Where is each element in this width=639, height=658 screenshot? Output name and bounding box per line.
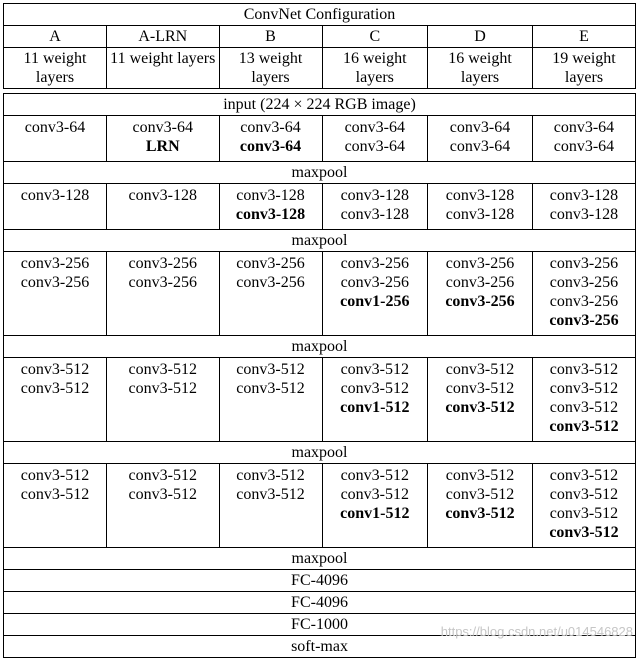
- input-label: input (224 × 224 RGB image): [4, 94, 636, 116]
- layer-label: conv3-512: [236, 467, 305, 484]
- conv-block-4-col-b: [219, 358, 322, 442]
- conv-block-4-col-c: [322, 358, 428, 442]
- layer-label: conv3-256: [128, 255, 197, 272]
- layer-label: conv3-512: [128, 380, 197, 397]
- conv-block-5-col-a: [4, 464, 107, 548]
- config-body-table: [3, 93, 636, 658]
- maxpool-label: maxpool: [4, 162, 636, 184]
- layer-label: conv3-128: [340, 187, 409, 204]
- column-header-e: E: [532, 26, 635, 48]
- conv-block-1-col-e: [532, 116, 635, 162]
- soft-max-label: soft-max: [4, 636, 636, 658]
- fc-4096-label: FC-4096: [4, 570, 636, 592]
- fc-4096-row: [4, 570, 636, 592]
- layer-label: conv3-512: [445, 399, 515, 416]
- conv-block-1-col-b: [219, 116, 322, 162]
- depth-cell-a: 11 weight layers: [4, 48, 107, 89]
- layer-label: conv3-64: [24, 119, 86, 136]
- input-row: [4, 94, 636, 116]
- conv-block-2-col-e: [532, 184, 635, 230]
- layer-label: conv3-256: [549, 274, 619, 291]
- conv-block-2-col-d: [428, 184, 533, 230]
- layer-label: conv3-512: [549, 380, 619, 397]
- layer-label: conv3-512: [549, 486, 619, 503]
- fc-4096-row: [4, 592, 636, 614]
- layer-label: conv1-512: [340, 399, 410, 416]
- layer-label: conv3-512: [445, 361, 515, 378]
- column-header-a-lrn: A-LRN: [107, 26, 219, 48]
- layer-label: conv3-256: [128, 274, 197, 291]
- layer-label: conv3-256: [549, 255, 619, 272]
- conv-block-3-col-a: [4, 252, 107, 336]
- layer-label: conv3-256: [236, 255, 305, 272]
- maxpool-label: maxpool: [4, 336, 636, 358]
- maxpool-label: maxpool: [4, 230, 636, 252]
- conv-block-4-col-a: [4, 358, 107, 442]
- fc-4096-label: FC-4096: [4, 592, 636, 614]
- layer-label: conv3-512: [445, 380, 515, 397]
- layer-label: conv3-512: [20, 361, 90, 378]
- conv-block-1-col-c: [322, 116, 428, 162]
- conv-block-4-row: [4, 358, 636, 442]
- layer-label: conv3-512: [20, 467, 90, 484]
- layer-label: conv3-128: [340, 206, 409, 223]
- maxpool-row: [4, 230, 636, 252]
- conv-block-3-row: [4, 252, 636, 336]
- layer-label: conv3-64: [132, 119, 193, 136]
- layer-label: conv3-512: [20, 380, 90, 397]
- layer-label: conv3-512: [128, 486, 197, 503]
- layer-label: conv3-64: [344, 119, 405, 136]
- conv-block-1-col-d: [428, 116, 533, 162]
- config-header-table: [3, 3, 636, 89]
- conv-block-2-col-a: [4, 184, 107, 230]
- layer-label: conv3-64: [553, 138, 615, 155]
- maxpool-label: maxpool: [4, 442, 636, 464]
- fc-1000-row: [4, 614, 636, 636]
- conv-block-4-col-e: [532, 358, 635, 442]
- layer-label: conv3-512: [340, 486, 409, 503]
- conv-block-3-col-d: [428, 252, 533, 336]
- conv-block-2-col-b: [219, 184, 322, 230]
- column-header-a: A: [4, 26, 107, 48]
- maxpool-label: maxpool: [4, 548, 636, 570]
- layer-label: conv1-512: [340, 505, 410, 522]
- layer-label: conv3-128: [549, 206, 619, 223]
- depth-cell-d: 16 weight layers: [428, 48, 533, 89]
- conv-block-4-col-d: [428, 358, 533, 442]
- layer-label: conv3-512: [340, 361, 409, 378]
- layer-label: conv3-128: [549, 187, 619, 204]
- conv-block-3-col-c: [322, 252, 428, 336]
- soft-max-row: [4, 636, 636, 658]
- layer-label: conv3-256: [445, 274, 515, 291]
- conv-block-5-col-e: [532, 464, 635, 548]
- layer-label: conv3-512: [128, 467, 197, 484]
- layer-label: conv3-256: [340, 274, 409, 291]
- column-header-c: C: [322, 26, 428, 48]
- depth-cell-c: 16 weight layers: [322, 48, 428, 89]
- layer-label: conv3-256: [20, 274, 90, 291]
- layer-label: conv3-512: [236, 380, 305, 397]
- conv-block-3-col-b: [219, 252, 322, 336]
- conv-block-5-col-c: [322, 464, 428, 548]
- layer-label: conv3-512: [340, 380, 409, 397]
- maxpool-row: [4, 162, 636, 184]
- column-header-b: B: [219, 26, 322, 48]
- layer-label: conv3-256: [236, 274, 305, 291]
- layer-label: conv3-512: [20, 486, 90, 503]
- layer-label: conv3-128: [20, 187, 90, 204]
- layer-label: conv3-64: [240, 119, 301, 136]
- layer-label: conv3-64: [449, 138, 511, 155]
- title-row: [4, 4, 636, 26]
- watermark: https://blog.csdn.net/u014546828: [440, 624, 633, 639]
- conv-block-5-col-d: [428, 464, 533, 548]
- layer-label: conv3-64: [239, 138, 302, 155]
- layer-label: conv3-512: [236, 361, 305, 378]
- layer-label: conv3-64: [553, 119, 615, 136]
- layer-label: conv3-128: [445, 187, 515, 204]
- layer-label: conv3-128: [235, 206, 306, 223]
- layer-label: conv3-512: [445, 486, 515, 503]
- conv-block-5-row: [4, 464, 636, 548]
- conv-block-3-col-e: [532, 252, 635, 336]
- maxpool-row: [4, 336, 636, 358]
- fc-1000-label: FC-1000: [4, 614, 636, 636]
- conv-block-2-col-a-lrn: [107, 184, 219, 230]
- layer-label: conv3-256: [445, 293, 515, 310]
- layer-label: conv3-128: [128, 187, 197, 204]
- layer-label: conv3-256: [20, 255, 90, 272]
- layer-label: conv3-256: [445, 255, 515, 272]
- layer-label: conv3-512: [340, 467, 409, 484]
- layer-label: conv3-128: [236, 187, 305, 204]
- layer-label: conv3-256: [549, 293, 619, 310]
- conv-block-1-col-a: [4, 116, 107, 162]
- maxpool-row: [4, 442, 636, 464]
- layer-label: conv3-512: [236, 486, 305, 503]
- layer-label: conv3-512: [549, 361, 619, 378]
- layer-label: conv3-512: [549, 524, 619, 541]
- depth-cell-b: 13 weight layers: [219, 48, 322, 89]
- column-header-row: [4, 26, 636, 48]
- conv-block-1-row: [4, 116, 636, 162]
- depth-cell-a-lrn: 11 weight layers: [107, 48, 219, 89]
- layer-label: LRN: [145, 138, 180, 155]
- column-header-d: D: [428, 26, 533, 48]
- layer-label: conv3-512: [445, 505, 515, 522]
- conv-block-2-col-c: [322, 184, 428, 230]
- conv-block-2-row: [4, 184, 636, 230]
- table-title: ConvNet Configuration: [4, 4, 636, 26]
- layer-label: conv3-512: [128, 361, 197, 378]
- conv-block-5-col-a-lrn: [107, 464, 219, 548]
- layer-label: conv3-256: [549, 312, 619, 329]
- conv-block-5-col-b: [219, 464, 322, 548]
- depth-row: [4, 48, 636, 89]
- conv-block-1-col-a-lrn: [107, 116, 219, 162]
- layer-label: conv3-256: [340, 255, 409, 272]
- layer-label: conv3-128: [445, 206, 515, 223]
- layer-label: conv3-512: [549, 399, 619, 416]
- layer-label: conv3-512: [549, 467, 619, 484]
- layer-label: conv3-512: [445, 467, 515, 484]
- maxpool-row: [4, 548, 636, 570]
- conv-block-4-col-a-lrn: [107, 358, 219, 442]
- layer-label: conv3-64: [449, 119, 511, 136]
- layer-label: conv3-512: [549, 418, 619, 435]
- conv-block-3-col-a-lrn: [107, 252, 219, 336]
- layer-label: conv3-64: [344, 138, 405, 155]
- depth-cell-e: 19 weight layers: [532, 48, 635, 89]
- layer-label: conv1-256: [340, 293, 410, 310]
- layer-label: conv3-512: [549, 505, 619, 522]
